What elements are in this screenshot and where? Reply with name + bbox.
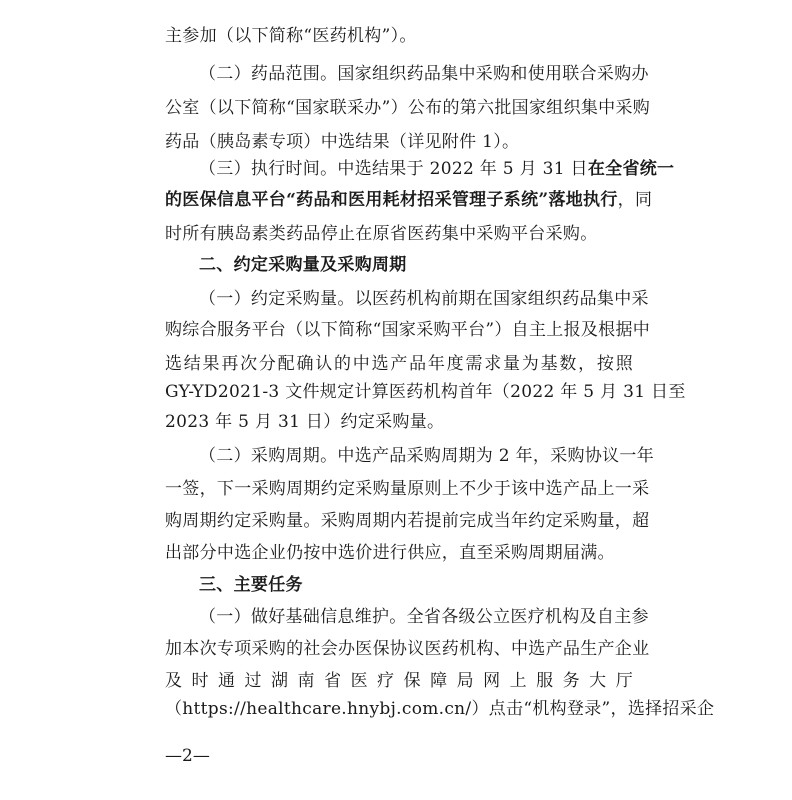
section-heading: 三、主要任务	[199, 575, 303, 595]
paragraph-text: （三）执行时间。中选结果于 2022 年 5 月 31 日	[199, 159, 588, 179]
section-heading: 二、约定采购量及采购周期	[199, 255, 407, 275]
bold-emphasis: 的医保信息平台“药品和医用耗材招采管理子系统”落地执行	[165, 190, 618, 210]
page-number: —2—	[165, 746, 210, 766]
paragraph-line: GY-YD2021-3 文件规定计算医药机构首年（2022 年 5 月 31 日至	[165, 382, 686, 402]
paragraph-line: （一）约定采购量。以医药机构前期在国家组织药品集中采	[199, 289, 649, 309]
paragraph-line: 出部分中选企业仍按中选价进行供应，直至采购周期届满。	[165, 543, 615, 563]
paragraph-line: 加本次专项采购的社会办医保协议医药机构、中选产品生产企业	[165, 639, 650, 659]
paragraph-line: 时所有胰岛素类药品停止在原省医药集中采购平台采购。	[165, 224, 598, 244]
paragraph-line	[199, 159, 675, 179]
paragraph-line: 一签，下一采购周期约定采购量原则上不少于该中选产品上一采	[165, 479, 650, 499]
paragraph-text: ，同	[617, 190, 653, 210]
paragraph-line: （二）药品范围。国家组织药品集中采购和使用联合采购办	[199, 64, 649, 84]
paragraph-line: 及 时 通 过 湖 南 省 医 疗 保 障 局 网 上 服 务 大 厅	[165, 671, 633, 691]
paragraph-line: 购周期约定采购量。采购周期内若提前完成当年约定采购量，超	[165, 511, 650, 531]
paragraph-line: （二）采购周期。中选产品采购周期为 2 年，采购协议一年	[199, 446, 655, 466]
paragraph-line: 购综合服务平台（以下简称“国家采购平台”）自主上报及根据中	[165, 320, 651, 340]
paragraph-line: 公室（以下简称“国家联采办”）公布的第六批国家组织集中采购	[165, 98, 651, 118]
paragraph-line: 选结果再次分配确认的中选产品年度需求量为基数，按照	[165, 354, 633, 374]
paragraph-line: （https://healthcare.hnybj.com.cn/）点击“机构登录”，选择招采企	[165, 699, 715, 719]
bold-emphasis: 在全省统一	[587, 159, 675, 179]
paragraph-line	[165, 190, 653, 210]
paragraph-line: 主参加（以下简称“医药机构”）。	[165, 26, 417, 46]
paragraph-line: 药品（胰岛素专项）中选结果（详见附件 1）。	[165, 132, 520, 152]
paragraph-line: 2023 年 5 月 31 日）约定采购量。	[165, 412, 445, 432]
paragraph-line: （一）做好基础信息维护。全省各级公立医疗机构及自主参	[199, 607, 649, 627]
